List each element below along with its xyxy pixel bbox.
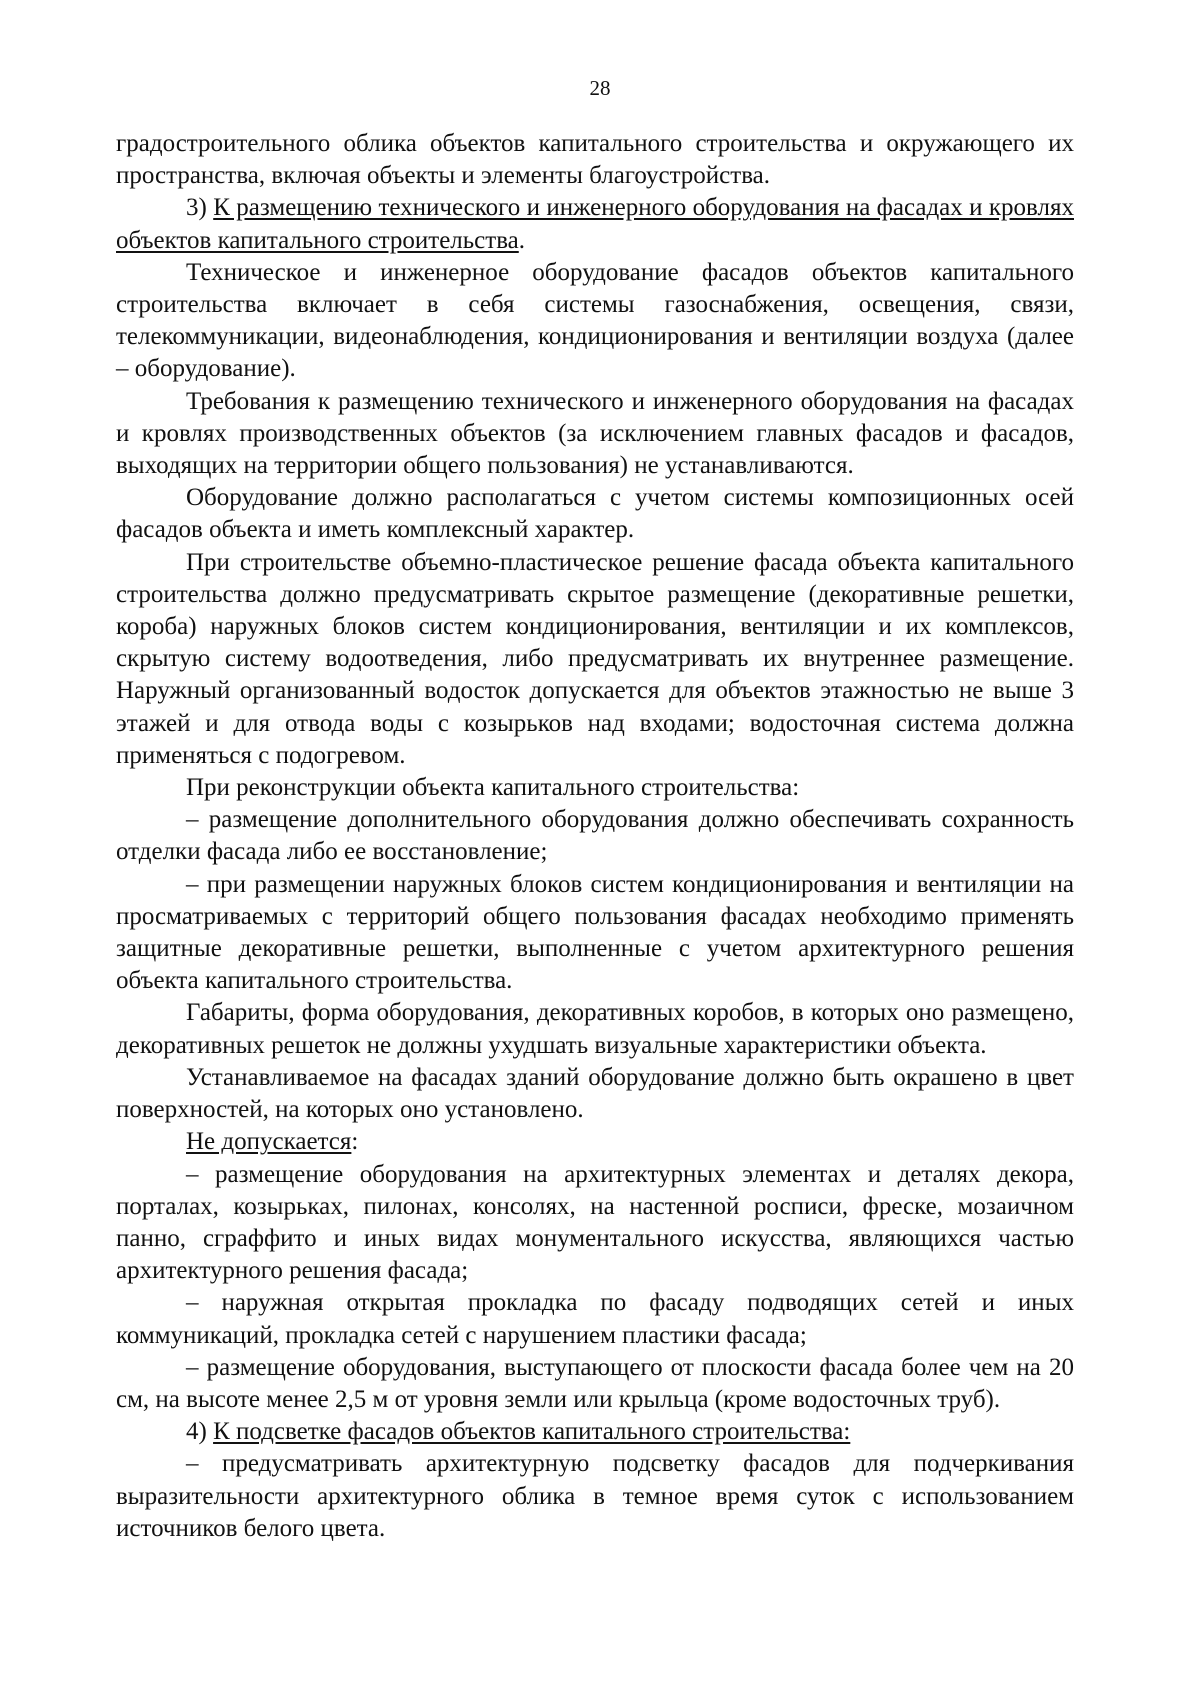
list-item: – предусматривать архитектурную подсветку фасадов для подчеркивания выразительности архитектурного облика в темное время суток с использованием источников белого цвета.	[116, 1450, 1074, 1542]
paragraph: Габариты, форма оборудования, декоративных коробов, в которых оно размещено, декоративных решеток не должны ухудшать визуальные характеристики объекта.	[116, 999, 1074, 1059]
section-number: 4)	[186, 1418, 214, 1446]
list-item: – размещение оборудования, выступающего от плоскости фасада более чем на 20 см, на высоте менее 2,5 м от уровня земли или крыльца (кроме водосточных труб).	[116, 1353, 1074, 1413]
list-item: – размещение дополнительного оборудования должно обеспечивать сохранность отделки фасада либо ее восстановление;	[116, 806, 1074, 866]
paragraph: Техническое и инженерное оборудование фасадов объектов капитального строительства включает в себя системы газоснабжения, освещения, связи, телекоммуникации, видеонаблюдения, кондиционирования и вентиляции воздуха (далее – оборудование).	[116, 258, 1074, 383]
document-body	[116, 128, 1074, 1545]
section-title: К подсветке фасадов объектов капитального строительства:	[213, 1418, 851, 1446]
paragraph: При реконструкции объекта капитального строительства:	[186, 774, 800, 802]
paragraph-continuation: градостроительного облика объектов капитального строительства и окружающего их пространства, включая объекты и элементы благоустройства.	[116, 130, 1074, 190]
section-heading-3	[116, 192, 1074, 256]
paragraph: Требования к размещению технического и инженерного оборудования на фасадах и кровлях производственных объектов (за исключением главных фасадов и фасадов, выходящих на территории общего пользования) не устанавливаются.	[116, 387, 1074, 480]
page-number: 28	[589, 76, 611, 100]
list-item: – размещение оборудования на архитектурных элементах и деталях декора, порталах, козырьках, пилонах, консолях, на настенной росписи, фреске, мозаичном панно, сграффито и иных видах монументального искусства, являющихся частью архитектурного решения фасада;	[116, 1160, 1074, 1285]
paragraph: Оборудование должно располагаться с учетом системы композиционных осей фасадов объекта и иметь комплексный характер.	[116, 484, 1074, 544]
list-item: – наружная открытая прокладка по фасаду подводящих сетей и иных коммуникаций, прокладка сетей с нарушением пластики фасада;	[116, 1289, 1074, 1349]
prohibited-title: Не допускается	[186, 1128, 352, 1156]
section-title-suffix: .	[518, 226, 526, 254]
prohibited-heading	[116, 1126, 1074, 1158]
paragraph: При строительстве объемно-пластическое решение фасада объекта капитального строительства должно предусматривать скрытое размещение (декоративные решетки, короба) наружных блоков систем кондиционирования, вентиляции и их комплексов, скрытую систему водоотведения, либо предусматривать их внутреннее размещение. Наружный организованный водосток допускается для объектов этажностью не выше 3 этажей и для отвода воды с козырьков над входами; водосточная система должна применяться с подогревом.	[116, 548, 1074, 769]
list-item: – при размещении наружных блоков систем кондиционирования и вентиляции на просматриваемых с территорий общего пользования фасадах необходимо применять защитные декоративные решетки, выполненные с учетом архитектурного решения объекта капитального строительства.	[116, 870, 1074, 995]
section-title: К размещению технического и инженерного оборудования на фасадах и кровлях объектов капитального строительства	[116, 194, 1074, 254]
section-heading-4	[116, 1416, 1074, 1448]
paragraph: Устанавливаемое на фасадах зданий оборудование должно быть окрашено в цвет поверхностей, на которых оно установлено.	[116, 1063, 1074, 1124]
prohibited-suffix: :	[351, 1128, 359, 1156]
section-number: 3)	[186, 194, 214, 222]
